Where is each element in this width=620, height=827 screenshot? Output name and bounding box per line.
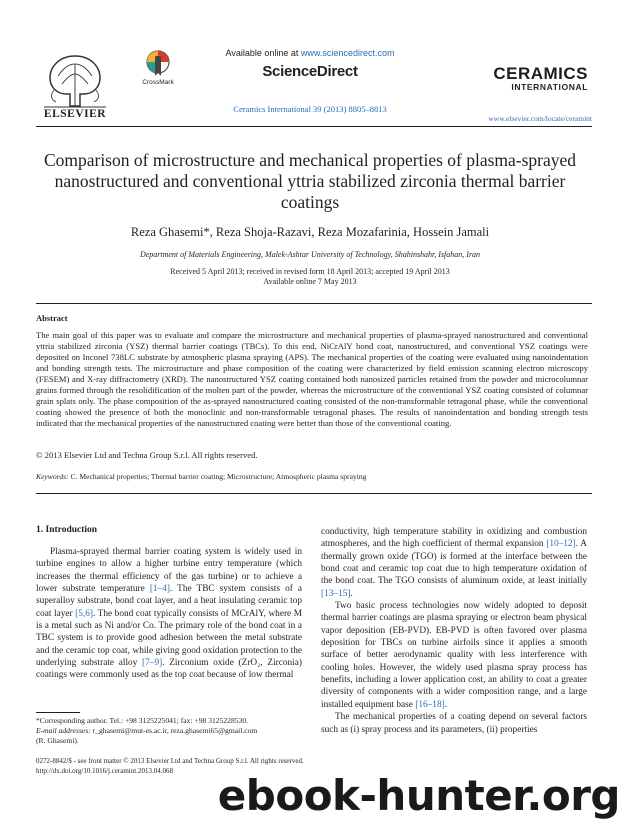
left-column xyxy=(36,546,302,682)
front-matter-line: 0272-8842/$ - see front matter © 2013 Elsevier Ltd and Techna Group S.r.l. All rights reserved. xyxy=(36,757,304,765)
citation-link[interactable]: [7–9] xyxy=(142,658,163,669)
received-dates: Received 5 April 2013; received in revised form 18 April 2013; accepted 19 April 2013 xyxy=(170,267,450,276)
journal-logo-line1: CERAMICS xyxy=(493,64,588,83)
footnote xyxy=(36,716,308,746)
email-line xyxy=(36,726,308,736)
keywords-label: Keywords: xyxy=(36,472,69,481)
text-run: . xyxy=(350,588,353,599)
author-affiliation: Department of Materials Engineering, Malek-Ashtar University of Technology, Shahinshahr, Isfahan, Iran xyxy=(139,250,481,259)
corresponding-author: *Corresponding author. Tel.: +98 3125225041; fax: +98 3125228530. xyxy=(36,716,249,725)
article-title: Comparison of microstructure and mechanical properties of plasma-sprayed nanostructured and conventional yttria stabilized zirconia thermal barrier coatings xyxy=(43,150,577,212)
header-rule xyxy=(36,126,592,127)
available-online xyxy=(210,48,410,58)
article-authors: Reza Ghasemi*, Reza Shoja-Razavi, Reza Mozafarinia, Hossein Jamali xyxy=(130,225,490,239)
text-run: Plasma-sprayed thermal barrier coating system is widely used in turbine engines to allow a higher turbine entry temperature (which increases the thermal efficiency of the gas turbine) or to achieve a lower substrate temperature xyxy=(36,547,302,595)
text-run: Two basic process technologies now widely adopted to deposit thermal barrier coatings are plasma spraying or electron beam physical vapor deposition (EB-PVD). EB-PVD is often favored over plasma deposition for TBCs on turbine airfoils since it applies a smooth surface of better aerodynamic quality with less interference with cooling holes. However, the widely used plasma spray process has benefits, including a lower application cost, an ability to coat a greater diversity of components with a wider composition range, and a large installed equipment base xyxy=(321,601,587,710)
text-run: . The bond coat typically consists of MCrAlY, where M is a metal such as Ni and/or Co. The primary role of the bond coat in a TBC system is to provide good adhesion between the metal substrate and the ceramic top coat, while giving good oxidation protection to the underlying substrate alloy xyxy=(36,608,302,669)
sciencedirect-link[interactable]: www.sciencedirect.com xyxy=(300,48,395,58)
copyright-line: © 2013 Elsevier Ltd and Techna Group S.r.l. All rights reserved. xyxy=(36,450,258,460)
text-run: . Zirconium oxide (ZrO₂, Zirconia) coatings were commonly used as the top coat because of low thermal xyxy=(36,658,302,681)
text-run: . The TBC system consists of a superalloy substrate, bond coat layer, and a heat insulating ceramic top coat layer xyxy=(36,584,302,619)
abstract-bottom-rule xyxy=(36,493,592,494)
email-owner: (R. Ghasemi). xyxy=(36,736,79,745)
abstract-text: The main goal of this paper was to evaluate and compare the microstructure and mechanical properties of plasma-sprayed nanostructured and conventional yttria stabilized zirconia (YSZ) thermal barrier coatings (TBCs). To this end, NiCrAlY bond coat, nanostructured, and conventional YSZ coatings were deposited on Inconel 738LC substrate by atmospheric plasma spraying (APS). The mechanical properties of the coating were evaluated using nanoindentation and bonding strength tests. The microstructure and phase composition of the coating were characterized by field emission scanning electron microscopy (FESEM) and X-ray diffractometry (XRD). The nanostructured YSZ coating contained both nanosized particles retained from the powder and microcolumnar grains formed through the resolidification of the molten part of the powder, whereas the microstructure of the conventional YSZ coating consisted of columnar grain splats only. The phase composition of the as-sprayed nanostructured coating consisted of the non-transformable tetragonal phase, while the conventional coating showed the presence of both the monoclinic and non-transformable tetragonal phases. The results of nanoindentation and bonding strength tests indicated that the mechanical properties of the nanostructured coating were better than those of the conventional coating. xyxy=(36,330,588,429)
journal-logo-line2: INTERNATIONAL xyxy=(511,82,588,92)
publisher-name: ELSEVIER xyxy=(43,108,107,120)
keywords xyxy=(36,472,588,481)
citation-link[interactable]: [1–4] xyxy=(149,584,170,595)
text-run: . A thermally grown oxide (TGO) is formed at the interface between the bond coat and ceramic top coat due to high temperature oxidation of the bond coat. The TGO consists of aluminum oxide, at least initially xyxy=(321,539,587,587)
sciencedirect-wordmark: ScienceDirect xyxy=(262,63,358,80)
abstract-heading: Abstract xyxy=(36,313,68,323)
watermark-text: ebook-hunter.org xyxy=(217,771,620,820)
intro-paragraph-1 xyxy=(36,546,302,682)
intro-paragraph-1-cont xyxy=(321,526,587,600)
text-run: conductivity, high temperature stability in oxidizing and combustion atmospheres, and the high coefficient of thermal expansion xyxy=(321,527,587,550)
elsevier-tree-icon xyxy=(40,50,110,110)
email-addresses[interactable]: r_ghasemi@mut-es.ac.ir, reza.ghasemi65@gmail.com xyxy=(90,726,258,735)
abstract-top-rule xyxy=(36,303,592,304)
right-column xyxy=(321,526,587,736)
available-online-date: Available online 7 May 2013 xyxy=(263,277,357,286)
citation-link[interactable]: [13–15] xyxy=(321,588,351,599)
available-prefix: Available online at xyxy=(225,48,301,58)
citation-link[interactable]: [16–18] xyxy=(415,699,445,710)
intro-paragraph-3: The mechanical properties of a coating depend on several factors such as (i) spray process and its parameters, (ii) properties xyxy=(321,712,587,735)
keywords-list: C. Mechanical properties; Thermal barrier coating; Microstructure; Atmospheric plasma spraying xyxy=(68,472,367,481)
section-heading-introduction: 1. Introduction xyxy=(36,525,98,535)
crossmark-icon[interactable] xyxy=(146,50,170,80)
journal-citation[interactable]: Ceramics International 39 (2013) 8805–8813 xyxy=(233,104,387,114)
intro-paragraph-2 xyxy=(321,600,587,711)
doi-link[interactable]: http://dx.doi.org/10.1016/j.ceramint.2013.04.068 xyxy=(36,766,173,775)
text-run: . xyxy=(444,699,448,710)
footnote-rule xyxy=(36,712,80,713)
email-label: E-mail addresses: xyxy=(36,726,91,735)
journal-url-link[interactable]: www.elsevier.com/locate/ceramint xyxy=(488,114,592,123)
crossmark-label: CrossMark xyxy=(142,79,174,86)
citation-link[interactable]: [10–12] xyxy=(546,539,576,550)
citation-link[interactable]: [5,6] xyxy=(75,608,93,619)
